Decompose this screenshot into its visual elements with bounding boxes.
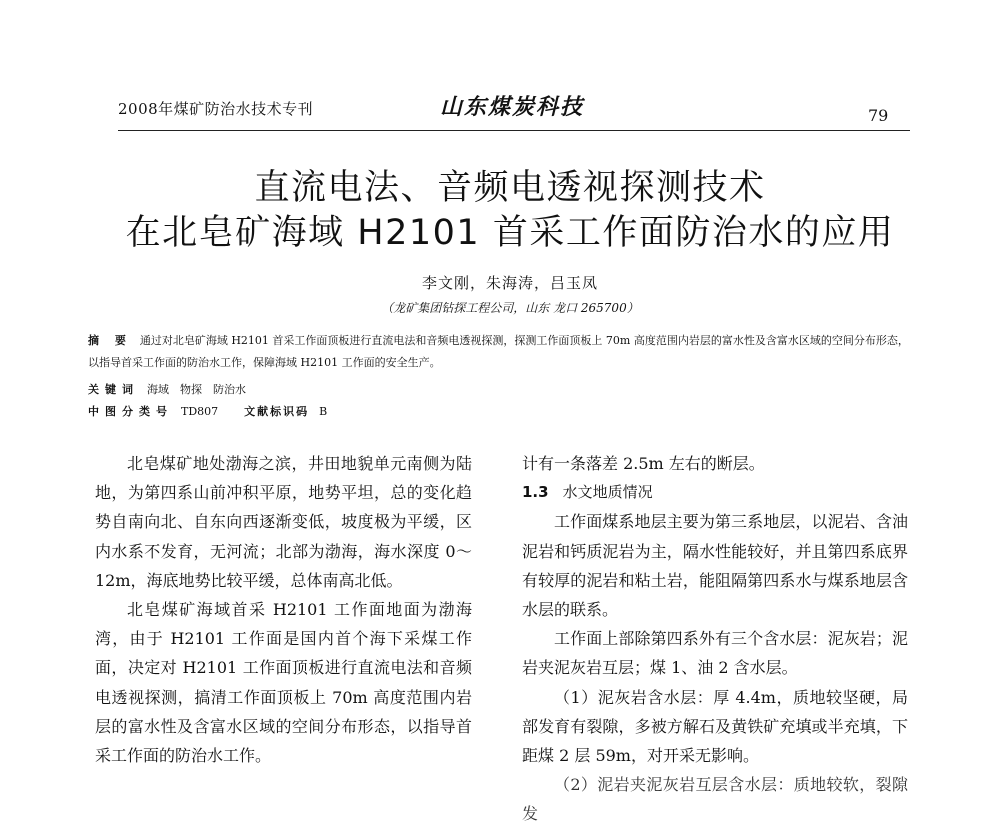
body-paragraph-cutoff: （2）泥岩夹泥灰岩互层含水层：质地较软，裂隙发 (522, 775, 908, 824)
classification-label: 中图分类号 (88, 405, 173, 418)
body-paragraph: 工作面煤系地层主要为第三系地层，以泥岩、含油泥岩和钙质泥岩为主，隔水性能较好，并且第四系底界有较厚的泥岩和粘土岩，能阻隔第四系水与煤系地层含水层的联系。 (522, 512, 908, 620)
document-code: B (319, 405, 328, 418)
body-paragraph: 北皂煤矿地处渤海之滨，井田地貌单元南侧为陆地，为第四系山前冲积平原，地势平坦，总的变化趋势自南向北、自东向西逐渐变低，坡度极为平缓，区内水系不发育，无河流；北部为渤海，海水深度 0～12m，海底地势比较平缓，总体南高北低。 (95, 454, 472, 590)
author-affiliation: （龙矿集团钻探工程公司，山东 龙口 265700） (381, 301, 639, 315)
classification-code: TD807 (181, 405, 219, 418)
body-paragraph-continuation: 计有一条落差 2.5m 左右的断层。 (522, 454, 765, 473)
article-title-line-2: 在北皂矿海域 H2101 首采工作面防治水的应用 (125, 213, 895, 253)
keywords-label: 关键词 (88, 383, 139, 396)
section-heading (522, 478, 908, 507)
keywords-value: 海域 物探 防治水 (147, 383, 246, 396)
article-authors: 李文刚，朱海涛，吕玉凤 (421, 274, 598, 292)
journal-issue: 2008年煤矿防治水技术专刊 (118, 100, 314, 118)
page-number: 79 (868, 106, 889, 125)
section-number: 1.3 (522, 483, 549, 502)
section-title: 水文地质情况 (562, 483, 653, 502)
document-code-label: 文献标识码 (244, 405, 310, 418)
body-paragraph: 工作面上部除第四系外有三个含水层：泥灰岩；泥岩夹泥灰岩互层；煤 1、油 2 含水层。 (522, 629, 908, 678)
classification-line (88, 403, 327, 419)
body-column-right (522, 449, 908, 829)
keywords-line (88, 381, 246, 397)
body-paragraph: （1）泥灰岩含水层：厚 4.4m，质地较坚硬，局部发育有裂隙，多被方解石及黄铁矿充填或半充填，下距煤 2 层 59m，对开采无影响。 (522, 687, 908, 766)
abstract (88, 330, 918, 374)
header-divider (118, 130, 910, 131)
abstract-text: 通过对北皂矿海域 H2101 首采工作面顶板进行直流电法和音频电透视探测，探测工作面顶板上 70m 高度范围内岩层的富水性及含富水区域的空间分布形态，以指导首采工作面的防治水工作，保障海域 H2101 工作面的安全生产。 (88, 334, 909, 369)
body-paragraph: 北皂煤矿海域首采 H2101 工作面地面为渤海湾，由于 H2101 工作面是国内首个海下采煤工作面，决定对 H2101 工作面顶板进行直流电法和音频电透视探测，搞清工作面顶板上 70m 高度范围内岩层的富水性及含富水区域的空间分布形态，以指导首采工作面的防治水工作。 (95, 600, 472, 766)
journal-logo: 山东煤炭科技 (440, 94, 585, 120)
article-title-line-1: 直流电法、音频电透视探测技术 (254, 168, 766, 208)
body-column-left (95, 449, 472, 770)
abstract-label: 摘 要 (88, 334, 132, 347)
